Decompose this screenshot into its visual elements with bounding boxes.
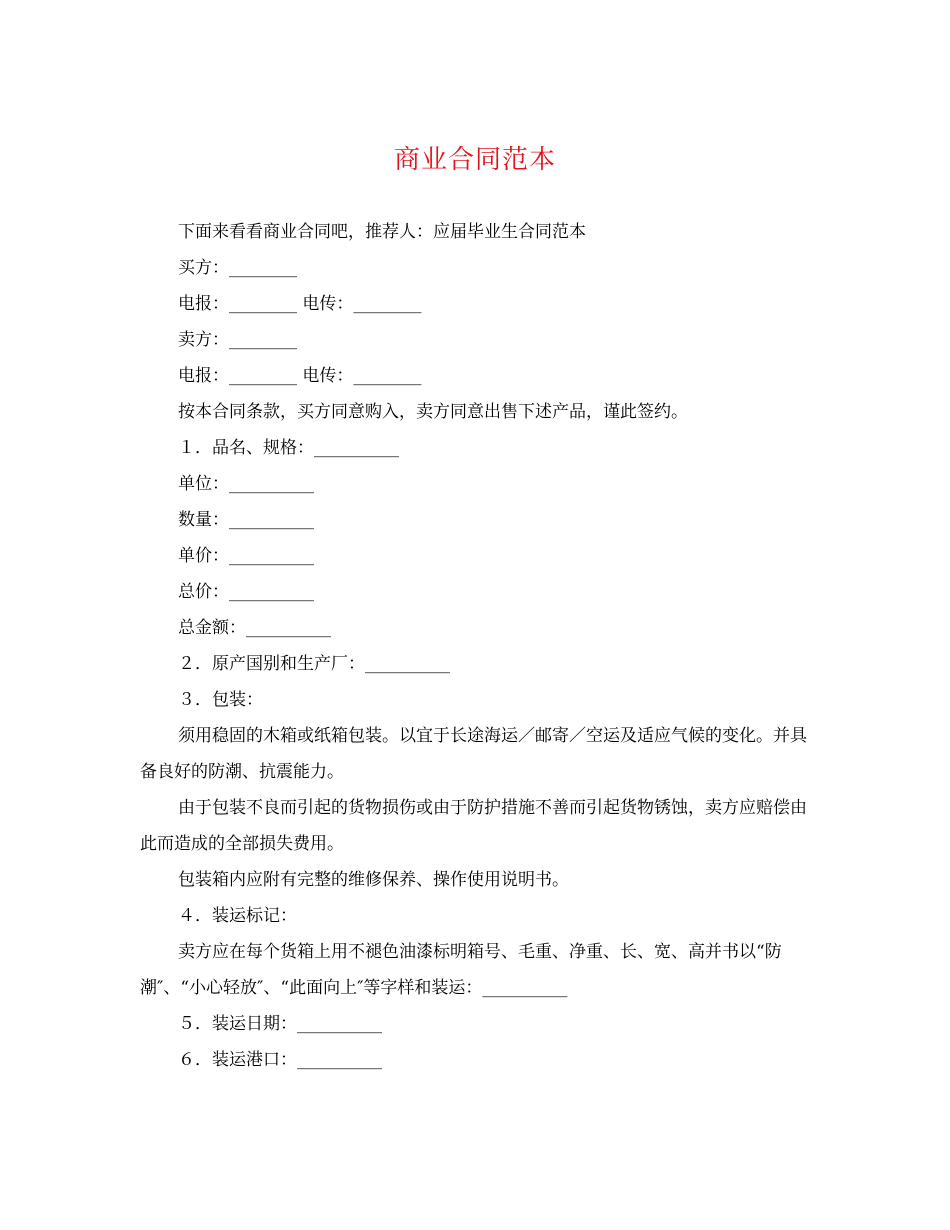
seller-telegram-fax-line: 电报：________ 电传：________: [178, 366, 422, 386]
unit-line: 单位：__________: [178, 474, 314, 494]
shipping-marks-detail: 卖方应在每个货箱上用不褪色油漆标明箱号、毛重、净重、长、宽、高并书以“防潮″、“小心轻放″、“此面向上″等字样和装运：__________: [140, 942, 782, 998]
total-amount-line: 总金额：__________: [178, 618, 331, 638]
intro-paragraph: 下面来看看商业合同吧，推荐人：应届毕业生合同范本: [178, 222, 586, 242]
clause-5-shipping-date: ５．装运日期：__________: [178, 1014, 382, 1034]
clause-2-origin: ２．原产国别和生产厂：__________: [178, 654, 450, 674]
clause-6-shipping-port: ６．装运港口：__________: [178, 1050, 382, 1070]
clause-4-shipping-marks: ４．装运标记：: [178, 906, 297, 926]
clause-1-name-spec: １．品名、规格：__________: [178, 438, 399, 458]
clause-3-packing: ３．包装：: [178, 690, 263, 710]
packing-damage-liability: 由于包装不良而引起的货物损伤或由于防护措施不善而引起货物锈蚀，卖方应赔偿由此而造成的全部损失费用。: [140, 798, 807, 854]
quantity-line: 数量：__________: [178, 510, 314, 530]
document-title: 商业合同范本: [393, 145, 556, 175]
buyer-line: 买方：________: [178, 258, 297, 278]
packing-manual-line: 包装箱内应附有完整的维修保养、操作使用说明书。: [178, 870, 569, 890]
seller-line: 卖方：________: [178, 330, 297, 350]
packing-requirement: 须用稳固的木箱或纸箱包装。以宜于长途海运／邮寄／空运及适应气候的变化。并具备良好的防潮、抗震能力。: [140, 726, 807, 782]
agreement-statement: 按本合同条款，买方同意购入，卖方同意出售下述产品，谨此签约。: [178, 402, 688, 422]
total-price-line: 总价：__________: [178, 582, 314, 602]
unit-price-line: 单价：__________: [178, 546, 314, 566]
buyer-telegram-fax-line: 电报：________ 电传：________: [178, 294, 422, 314]
document-body: [140, 214, 820, 1078]
